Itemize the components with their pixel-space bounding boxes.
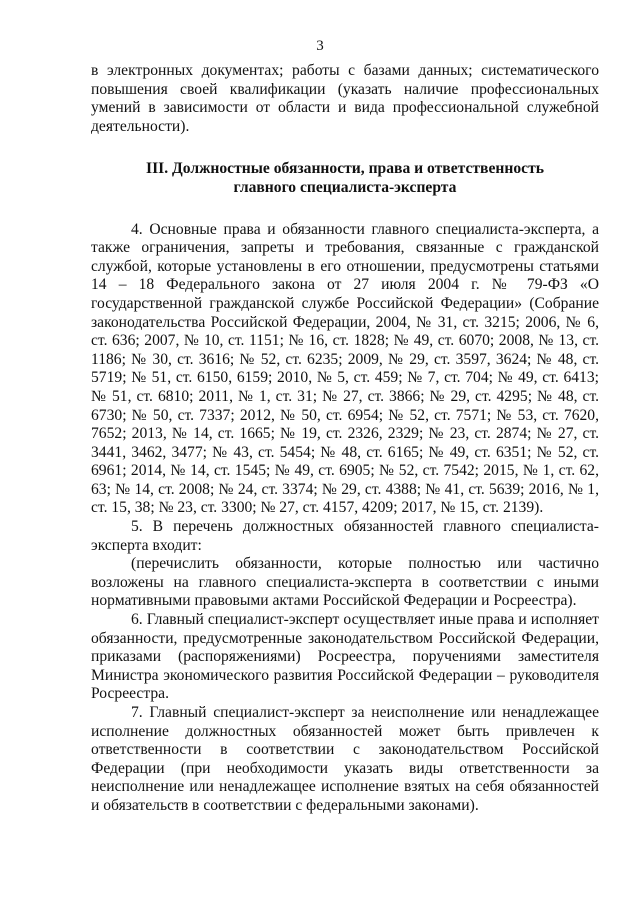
document-body	[91, 62, 599, 816]
paragraph-7: 7. Главный специалист-эксперт за неисполнение или ненадлежащее исполнение должностных обязанностей может быть привлечен к ответственности в соответствии с законодательством Российской Федерации (при необходимости указать виды ответственности за неисполнение или ненадлежащее исполнение взятых на себя обязанностей и обязательств в соответствии с федеральными законами).	[91, 704, 599, 814]
section-heading-line-1: III. Должностные обязанности, права и ответственность	[146, 160, 544, 178]
paragraph-5: 5. В перечень должностных обязанностей главного специалиста-эксперта входит:	[91, 518, 599, 554]
page-number: 3	[316, 38, 324, 54]
paragraph-4: 4. Основные права и обязанности главного специалиста-эксперта, а также ограничения, запреты и требования, связанные с гражданской службой, которые установлены в его отношении, предусмотрены статьями 14 – 18 Федерального закона от 27 июля 2004 г. № 79-ФЗ «О государственной гражданской службе Российской Федерации» (Собрание законодательства Российской Федерации, 2004, № 31, ст. 3215; 2006, № 6, ст. 636; 2007, № 10, ст. 1151; № 16, ст. 1828; № 49, ст. 6070; 2008, № 13, ст. 1186; № 30, ст. 3616; № 52, ст. 6235; 2009, № 29, ст. 3597, 3624; № 48, ст. 5719; № 51, ст. 6150, 6159; 2010, № 5, ст. 459; № 7, ст. 704; № 49, ст. 6413; № 51, ст. 6810; 2011, № 1, ст. 31; № 27, ст. 3866; № 29, ст. 4295; № 48, ст. 6730; № 50, ст. 7337; 2012, № 50, ст. 6954; № 52, ст. 7571; № 53, ст. 7620, 7652; 2013, № 14, ст. 1665; № 19, ст. 2326, 2329; № 23, ст. 2874; № 27, ст. 3441, 3462, 3477; № 43, ст. 5454; № 48, ст. 6165; № 49, ст. 6351; № 52, ст. 6961; 2014, № 14, ст. 1545; № 49, ст. 6905; № 52, ст. 7542; 2015, № 1, ст. 62, 63; № 14, ст. 2008; № 24, ст. 3374; № 29, ст. 4388; № 41, ст. 5639; 2016, № 1, ст. 15, 38; № 23, ст. 3300; № 27, ст. 4157, 4209; 2017, № 15, ст. 2139).	[91, 220, 599, 517]
paragraph-5-list: (перечислить обязанности, которые полностью или частично возложены на главного специалиста-эксперта в соответствии с иными нормативными правовыми актами Российской Федерации и Росреестра).	[91, 555, 599, 610]
section-heading-line-2: главного специалиста-эксперта	[233, 178, 457, 196]
paragraph-6: 6. Главный специалист-эксперт осуществляет иные права и исполняет обязанности, предусмотренные законодательством Российской Федерации, приказами (распоряжениями) Росреестра, поручениями заместителя Министра экономического развития Российской Федерации – руководителя Росреестра.	[91, 611, 599, 703]
intro-paragraph: в электронных документах; работы с базами данных; систематического повышения своей квалификации (указать наличие профессиональных умений в зависимости от области и вида профессиональной служебной деятельности).	[91, 62, 599, 135]
section-heading	[91, 160, 599, 197]
